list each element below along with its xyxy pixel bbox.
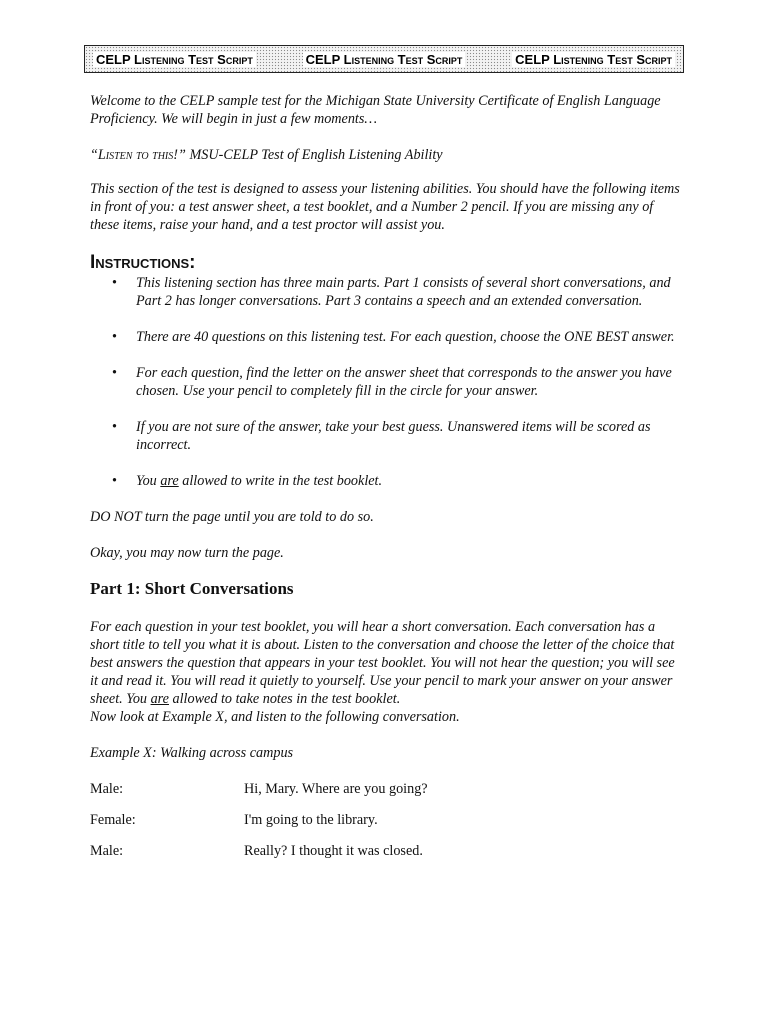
header-title-1: CELP Listening Test Script: [93, 52, 256, 67]
dialogue-text: Hi, Mary. Where are you going?: [244, 781, 428, 797]
section-description: This section of the test is designed to assess your listening abilities. You should have the following items in front of you: a test answer sheet, a test booklet, and a Number 2 pencil. If you are missing any of these items, raise your hand, and a test proctor will assist you.: [90, 181, 680, 233]
document-body: [90, 92, 680, 860]
instruction-item: • You are allowed to write in the test booklet.: [90, 472, 680, 490]
do-not-turn-notice: DO NOT turn the page until you are told to do so.: [90, 509, 374, 525]
part1-title: Part 1: Short Conversations: [90, 579, 294, 598]
dialogue-line: [90, 780, 680, 798]
instructions-list: [90, 274, 680, 490]
header-title-3: CELP Listening Test Script: [512, 52, 675, 67]
part1-description: For each question in your test booklet, you will hear a short conversation. Each conversation has a short title to tell you what it is about. Listen to the conversation and choose the letter of the choice that best answers the question that appears in your test booklet. You will not hear the question; you will see it and read it. You will read it quietly to yourself. Use your pencil to mark your answer on your answer sheet. You are allowed to take notes in the test booklet.: [90, 619, 675, 707]
dialogue-line: [90, 842, 680, 860]
header-banner: [84, 45, 684, 73]
turn-page-notice: Okay, you may now turn the page.: [90, 545, 284, 561]
dialogue-text: Really? I thought it was closed.: [244, 843, 423, 859]
instructions-heading: Instructions:: [90, 252, 196, 273]
listen-title-line: “Listen to this!” MSU-CELP Test of English Listening Ability: [90, 147, 443, 163]
speaker-label: Male:: [90, 781, 124, 797]
dialogue-line: [90, 811, 680, 829]
now-look-instruction: Now look at Example X, and listen to the following conversation.: [90, 709, 460, 725]
instruction-item: • If you are not sure of the answer, take your best guess. Unanswered items will be scored as incorrect.: [90, 418, 680, 454]
listen-title: Listen to this!: [97, 147, 178, 163]
dialogue-text: I'm going to the library.: [244, 812, 378, 828]
instruction-item: • There are 40 questions on this listening test. For each question, choose the ONE BEST answer.: [90, 328, 680, 346]
speaker-label: Female:: [90, 812, 136, 828]
example-title: Example X: Walking across campus: [90, 745, 294, 761]
welcome-paragraph: Welcome to the CELP sample test for the Michigan State University Certificate of English Language Proficiency. We will begin in just a few moments…: [90, 93, 661, 127]
speaker-label: Male:: [90, 843, 124, 859]
header-title-2: CELP Listening Test Script: [303, 52, 466, 67]
instruction-item: • For each question, find the letter on the answer sheet that corresponds to the answer you have chosen. Use your pencil to completely fill in the circle for your answer.: [90, 364, 680, 400]
instruction-item: • This listening section has three main parts. Part 1 consists of several short conversations, and Part 2 has longer conversations. Part 3 contains a speech and an extended conversation.: [90, 274, 680, 310]
